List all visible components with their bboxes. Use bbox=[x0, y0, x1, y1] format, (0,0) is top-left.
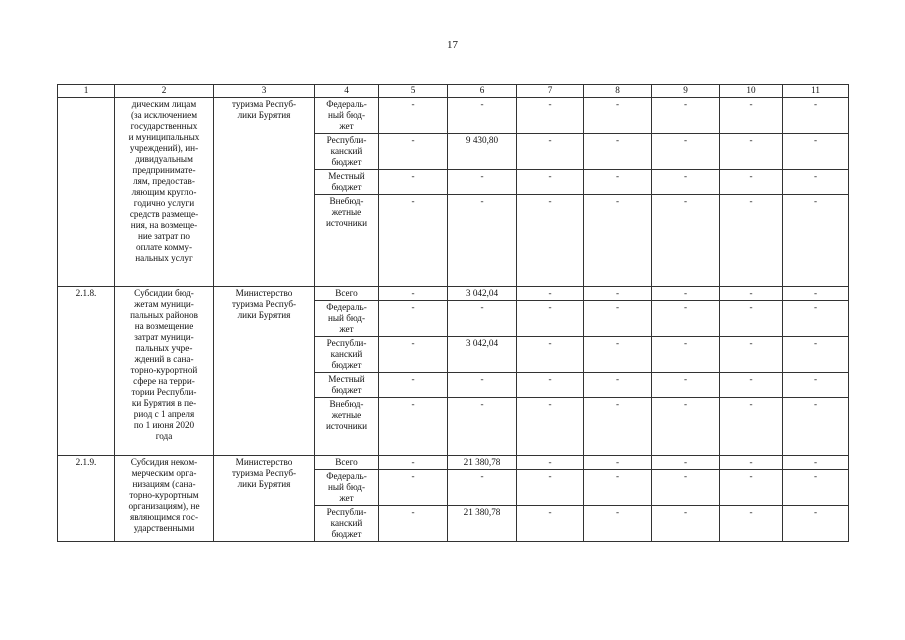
value-cell: - bbox=[584, 470, 652, 506]
column-header: 11 bbox=[783, 85, 849, 98]
value-cell: - bbox=[720, 337, 783, 373]
value-cell: - bbox=[720, 506, 783, 542]
value-cell: - bbox=[379, 134, 448, 170]
value-cell: - bbox=[720, 373, 783, 398]
value-cell: - bbox=[720, 98, 783, 134]
funding-source: Федераль- ный бюд- жет bbox=[315, 98, 379, 134]
value-cell: - bbox=[783, 301, 849, 337]
value-cell: - bbox=[517, 470, 584, 506]
value-cell: - bbox=[783, 506, 849, 542]
value-cell: 3 042,04 bbox=[448, 337, 517, 373]
value-cell: - bbox=[652, 98, 720, 134]
funding-source: Республи- канский бюджет bbox=[315, 506, 379, 542]
value-cell: - bbox=[652, 301, 720, 337]
column-header: 6 bbox=[448, 85, 517, 98]
value-cell: - bbox=[584, 398, 652, 456]
value-cell: - bbox=[720, 398, 783, 456]
value-cell: - bbox=[517, 506, 584, 542]
value-cell: - bbox=[584, 170, 652, 195]
table-row bbox=[58, 456, 849, 470]
value-cell: - bbox=[783, 98, 849, 134]
column-header: 1 bbox=[58, 85, 115, 98]
funding-source: Внебюд- жетные источники bbox=[315, 398, 379, 456]
value-cell: - bbox=[720, 301, 783, 337]
value-cell: - bbox=[448, 470, 517, 506]
value-cell: - bbox=[379, 98, 448, 134]
value-cell: - bbox=[379, 170, 448, 195]
item-name: Субсидия неком- мерческим орга- низациям (сана- торно-курортным организациям), не являющимся гос- ударственными bbox=[115, 456, 214, 542]
funding-source: Внебюд- жетные источники bbox=[315, 195, 379, 287]
item-executor: Министерство туризма Респуб- лики Бурятия bbox=[214, 456, 315, 542]
value-cell: - bbox=[652, 373, 720, 398]
value-cell: - bbox=[584, 134, 652, 170]
item-name: Субсидии бюд- жетам муници- пальных районов на возмещение затрат муници- пальных учре- ждений в сана- торно-курортной сфере на терри- тории Республи- ки Бурятия в пе- риод с 1 апреля по 1 июня 2020 года bbox=[115, 287, 214, 456]
value-cell: - bbox=[379, 301, 448, 337]
value-cell: - bbox=[783, 398, 849, 456]
funding-source: Федераль- ный бюд- жет bbox=[315, 301, 379, 337]
value-cell: - bbox=[584, 287, 652, 301]
column-header: 3 bbox=[214, 85, 315, 98]
value-cell: - bbox=[584, 98, 652, 134]
value-cell: - bbox=[584, 373, 652, 398]
item-executor: Министерство туризма Респуб- лики Бурятия bbox=[214, 287, 315, 456]
value-cell: - bbox=[517, 287, 584, 301]
column-header: 9 bbox=[652, 85, 720, 98]
value-cell: - bbox=[584, 506, 652, 542]
value-cell: - bbox=[783, 373, 849, 398]
value-cell: - bbox=[652, 470, 720, 506]
funding-source: Федераль- ный бюд- жет bbox=[315, 470, 379, 506]
value-cell: - bbox=[379, 470, 448, 506]
value-cell: - bbox=[448, 170, 517, 195]
item-name: дическим лицам (за исключением государственных и муниципальных учреждений), ин- дивидуальным предпринимате- лям, предостав- ляющим кругло- годично услуги средств размеще- ния, на возмеще- ние затрат по оплате комму- нальных услуг bbox=[115, 98, 214, 287]
value-cell: 21 380,78 bbox=[448, 456, 517, 470]
item-number: 2.1.9. bbox=[58, 456, 115, 542]
value-cell: - bbox=[517, 398, 584, 456]
value-cell: - bbox=[783, 170, 849, 195]
page-number: 17 bbox=[447, 39, 458, 51]
funding-source: Всего bbox=[315, 287, 379, 301]
item-number: 2.1.8. bbox=[58, 287, 115, 456]
value-cell: - bbox=[720, 170, 783, 195]
value-cell: - bbox=[448, 373, 517, 398]
value-cell: - bbox=[783, 337, 849, 373]
value-cell: - bbox=[783, 134, 849, 170]
value-cell: - bbox=[783, 195, 849, 287]
value-cell: - bbox=[517, 373, 584, 398]
value-cell: 3 042,04 bbox=[448, 287, 517, 301]
value-cell: - bbox=[379, 456, 448, 470]
funding-source: Республи- канский бюджет bbox=[315, 337, 379, 373]
value-cell: - bbox=[379, 398, 448, 456]
table-row bbox=[58, 287, 849, 301]
value-cell: - bbox=[448, 398, 517, 456]
value-cell: - bbox=[517, 170, 584, 195]
column-header: 2 bbox=[115, 85, 214, 98]
value-cell: - bbox=[720, 287, 783, 301]
value-cell: - bbox=[379, 506, 448, 542]
value-cell: - bbox=[517, 337, 584, 373]
value-cell: - bbox=[652, 337, 720, 373]
value-cell: - bbox=[720, 456, 783, 470]
column-header: 5 bbox=[379, 85, 448, 98]
value-cell: - bbox=[720, 195, 783, 287]
value-cell: - bbox=[517, 195, 584, 287]
value-cell: - bbox=[448, 98, 517, 134]
value-cell: - bbox=[652, 398, 720, 456]
value-cell: - bbox=[783, 287, 849, 301]
column-header: 8 bbox=[584, 85, 652, 98]
value-cell: - bbox=[584, 337, 652, 373]
funding-source: Всего bbox=[315, 456, 379, 470]
value-cell: - bbox=[652, 287, 720, 301]
value-cell: - bbox=[783, 470, 849, 506]
value-cell: - bbox=[652, 456, 720, 470]
item-executor: туризма Респуб- лики Бурятия bbox=[214, 98, 315, 287]
funding-source: Местный бюджет bbox=[315, 170, 379, 195]
column-header: 7 bbox=[517, 85, 584, 98]
value-cell: 9 430,80 bbox=[448, 134, 517, 170]
value-cell: - bbox=[584, 456, 652, 470]
value-cell: - bbox=[652, 195, 720, 287]
table-row bbox=[58, 98, 849, 134]
item-number bbox=[58, 98, 115, 287]
value-cell: - bbox=[584, 195, 652, 287]
value-cell: - bbox=[517, 301, 584, 337]
value-cell: - bbox=[517, 98, 584, 134]
value-cell: - bbox=[379, 373, 448, 398]
value-cell: 21 380,78 bbox=[448, 506, 517, 542]
value-cell: - bbox=[448, 301, 517, 337]
value-cell: - bbox=[783, 456, 849, 470]
funding-source: Республи- канский бюджет bbox=[315, 134, 379, 170]
column-header: 10 bbox=[720, 85, 783, 98]
value-cell: - bbox=[652, 170, 720, 195]
value-cell: - bbox=[379, 287, 448, 301]
funding-source: Местный бюджет bbox=[315, 373, 379, 398]
value-cell: - bbox=[448, 195, 517, 287]
value-cell: - bbox=[517, 134, 584, 170]
value-cell: - bbox=[379, 195, 448, 287]
value-cell: - bbox=[379, 337, 448, 373]
value-cell: - bbox=[720, 470, 783, 506]
value-cell: - bbox=[517, 456, 584, 470]
column-header: 4 bbox=[315, 85, 379, 98]
budget-table bbox=[57, 84, 849, 542]
header-row bbox=[58, 85, 849, 98]
value-cell: - bbox=[652, 506, 720, 542]
value-cell: - bbox=[584, 301, 652, 337]
value-cell: - bbox=[652, 134, 720, 170]
value-cell: - bbox=[720, 134, 783, 170]
